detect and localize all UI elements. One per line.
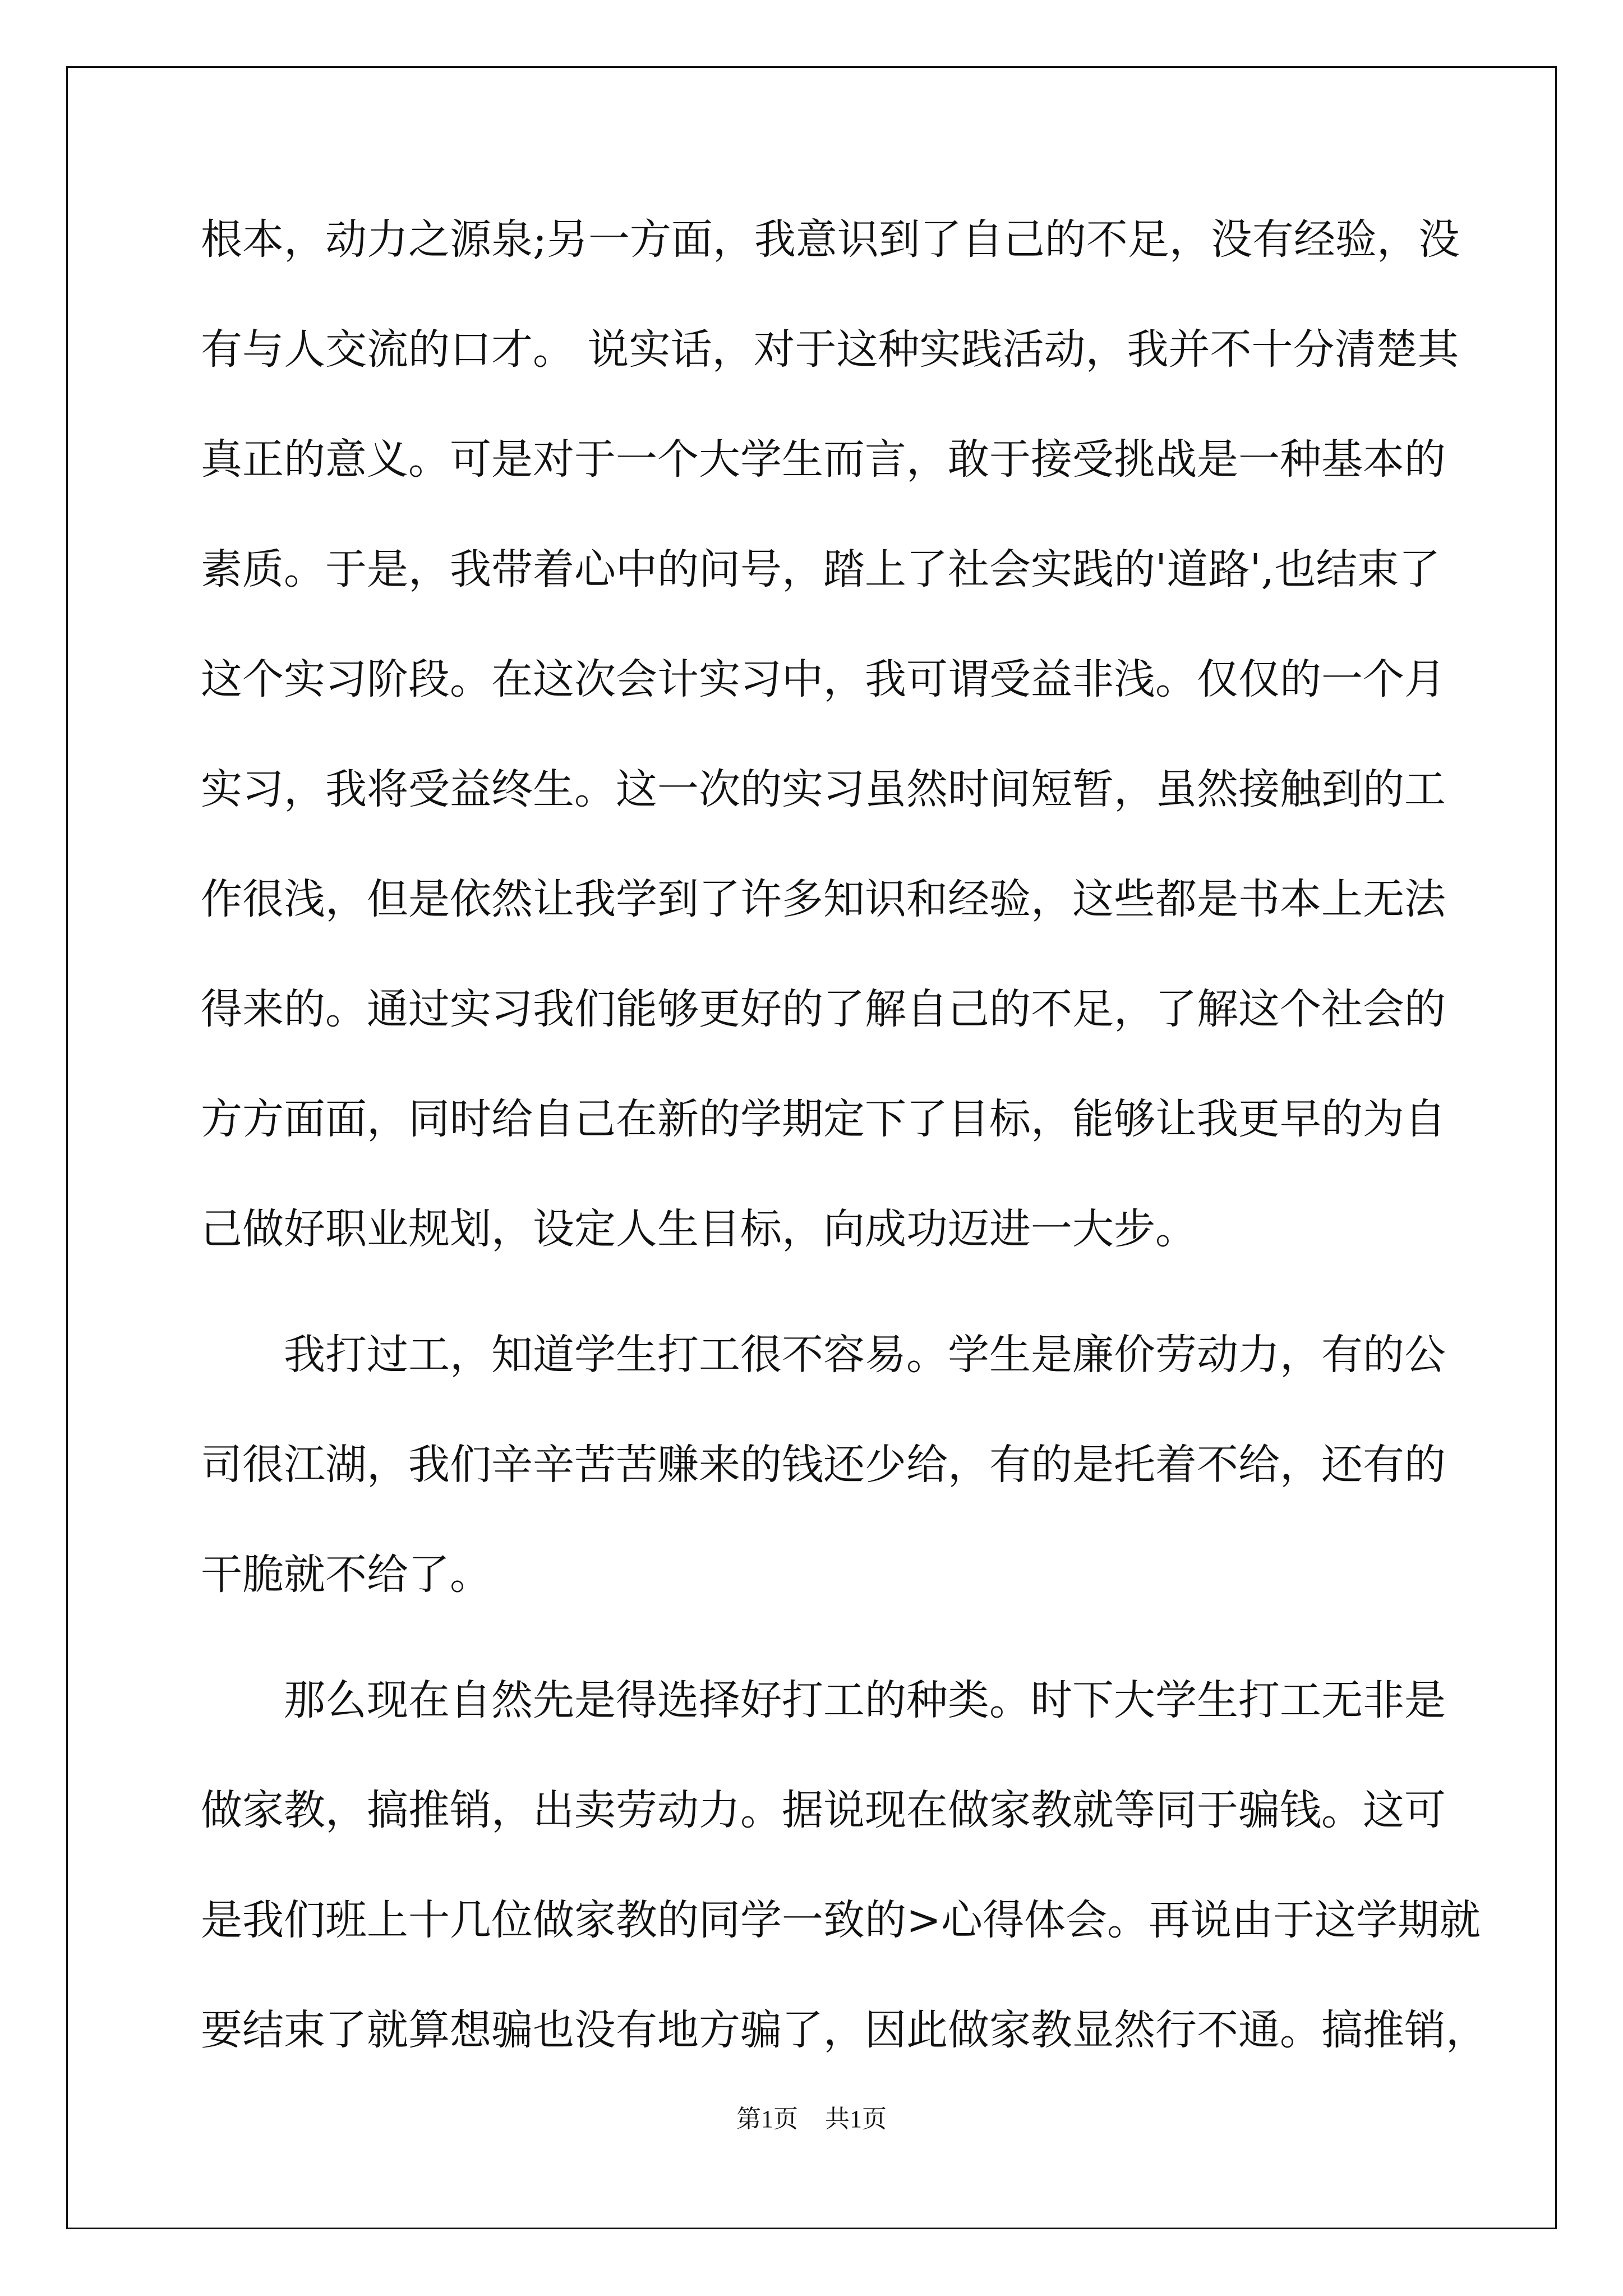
text-line: 真正的意义。可是对于一个大学生而言，敢于接受挑战是一种基本的 [201, 435, 1446, 484]
text-line: 司很江湖，我们辛辛苦苦赚来的钱还少给，有的是托着不给，还有的 [201, 1441, 1446, 1489]
text-line: 素质。于是，我带着心中的问号，踏上了社会实践的'道路',也结束了 [201, 545, 1441, 593]
text-line: 我打过工，知道学生打工很不容易。学生是廉价劳动力，有的公 [284, 1331, 1446, 1379]
page-number: 第1页 [736, 2105, 798, 2133]
page-footer [0, 2099, 1623, 2134]
page-total: 共1页 [825, 2105, 887, 2133]
text-line: 干脆就不给了。 [201, 1550, 491, 1599]
text-line: 要结束了就算想骗也没有地方骗了，因此做家教显然行不通。搞推销， [201, 2006, 1487, 2054]
text-line: 根本，动力之源泉;另一方面，我意识到了自己的不足，没有经验，没 [201, 215, 1460, 264]
text-line: 作很浅，但是依然让我学到了许多知识和经验，这些都是书本上无法 [201, 875, 1446, 923]
text-line: 那么现在自然先是得选择好打工的种类。时下大学生打工无非是 [284, 1676, 1446, 1724]
text-line: 有与人交流的口才。 说实话，对于这种实践活动，我并不十分清楚其 [201, 325, 1459, 374]
text-line: 得来的。通过实习我们能够更好的了解自己的不足，了解这个社会的 [201, 985, 1446, 1033]
text-line: 这个实习阶段。在这次会计实习中，我可谓受益非浅。仅仅的一个月 [201, 655, 1446, 703]
text-line: 方方面面，同时给自己在新的学期定下了目标，能够让我更早的为自 [201, 1095, 1446, 1143]
text-line: 己做好职业规划，设定人生目标，向成功迈进一大步。 [201, 1205, 1197, 1253]
text-line: 做家教，搞推销，出卖劳动力。据说现在做家教就等同于骗钱。这可 [201, 1786, 1446, 1834]
text-line: 实习，我将受益终生。这一次的实习虽然时间短暂，虽然接触到的工 [201, 765, 1446, 813]
document-body [201, 215, 1487, 2119]
text-line: 是我们班上十几位做家教的同学一致的>心得体会。再说由于这学期就 [201, 1896, 1481, 1944]
